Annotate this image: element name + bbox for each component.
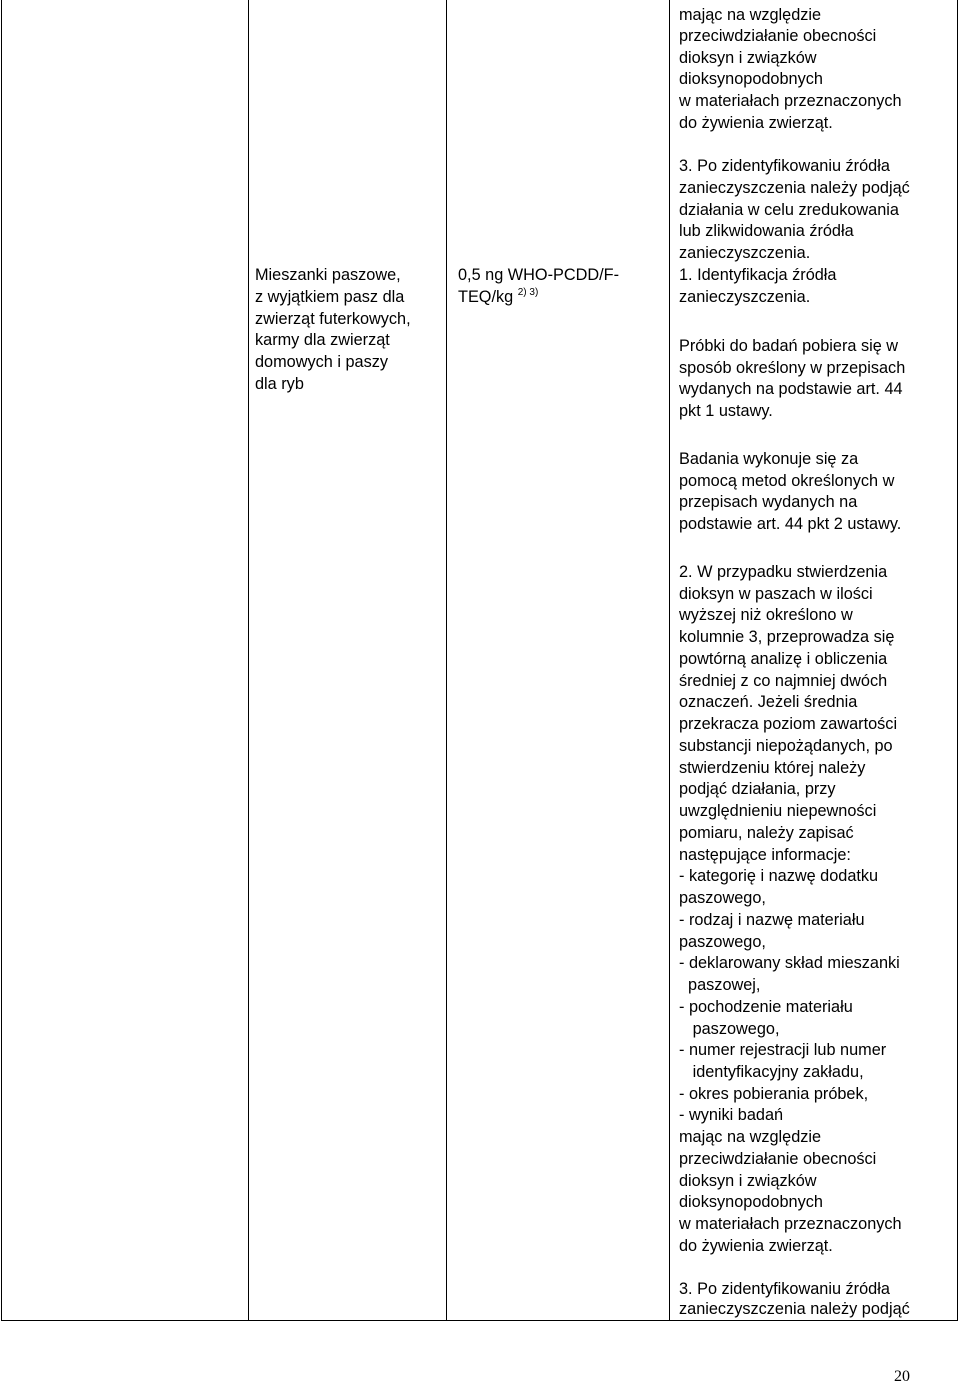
- action-line: dioksynopodobnych: [679, 70, 823, 88]
- action-line: paszowej,: [679, 976, 761, 994]
- action-line: - pochodzenie materiału: [679, 998, 853, 1016]
- action-line: zanieczyszczenia.: [679, 244, 811, 262]
- action-line: mając na względzie: [679, 1128, 822, 1146]
- action-line: pomocą metod określonych w: [679, 472, 895, 490]
- action-line: - numer rejestracji lub numer: [679, 1041, 887, 1059]
- limit-footnotes: 2) 3): [517, 287, 539, 298]
- action-line: 3. Po zidentyfikowaniu źródła: [679, 1280, 890, 1298]
- action-line: wyższej niż określono w: [679, 606, 853, 624]
- feed-type-line: dla ryb: [255, 375, 304, 393]
- page-number: 20: [894, 1368, 910, 1385]
- action-line: w materiałach przeznaczonych: [679, 1215, 902, 1233]
- action-line: mając na względzie: [679, 6, 822, 24]
- action-line: - deklarowany skład mieszanki: [679, 954, 900, 972]
- action-line: do żywienia zwierząt.: [679, 114, 833, 132]
- action-line: powtórną analizę i obliczenia: [679, 650, 888, 668]
- action-line: przeciwdziałanie obecności: [679, 1150, 877, 1168]
- action-line: paszowego,: [679, 933, 766, 951]
- action-line: paszowego,: [679, 1020, 780, 1038]
- action-line: sposób określony w przepisach: [679, 359, 906, 377]
- action-line: substancji niepożądanych, po: [679, 737, 893, 755]
- feed-type-line: z wyjątkiem pasz dla: [255, 288, 405, 306]
- action-line: w materiałach przeznaczonych: [679, 92, 902, 110]
- action-line: lub zlikwidowania źródła: [679, 222, 854, 240]
- action-line: - rodzaj i nazwę materiału: [679, 911, 865, 929]
- action-line: zanieczyszczenia należy podjąć: [679, 1300, 910, 1318]
- action-line: zanieczyszczenia.: [679, 288, 811, 306]
- action-line: 2. W przypadku stwierdzenia: [679, 563, 888, 581]
- action-line: - wyniki badań: [679, 1106, 784, 1124]
- action-line: dioksyn i związków: [679, 1172, 817, 1190]
- table-border-col1: [248, 0, 249, 1321]
- action-line: dioksyn i związków: [679, 49, 817, 67]
- action-line: pkt 1 ustawy.: [679, 402, 773, 420]
- action-line: identyfikacyjny zakładu,: [679, 1063, 864, 1081]
- action-line: zanieczyszczenia należy podjąć: [679, 179, 910, 197]
- action-line: przeciwdziałanie obecności: [679, 27, 877, 45]
- action-line: wydanych na podstawie art. 44: [679, 380, 903, 398]
- action-line: pomiaru, należy zapisać: [679, 824, 854, 842]
- action-line: podstawie art. 44 pkt 2 ustawy.: [679, 515, 902, 533]
- action-line: 3. Po zidentyfikowaniu źródła: [679, 157, 890, 175]
- action-line: do żywienia zwierząt.: [679, 1237, 833, 1255]
- action-line: Badania wykonuje się za: [679, 450, 859, 468]
- limit-value-line: 0,5 ng WHO-PCDD/F-: [458, 266, 620, 284]
- table-border-left: [1, 0, 2, 1321]
- action-line: działania w celu zredukowania: [679, 201, 899, 219]
- limit-unit: TEQ/kg: [458, 288, 514, 306]
- action-line: uwzględnieniu niepewności: [679, 802, 877, 820]
- action-line: następujące informacje:: [679, 846, 851, 864]
- action-line: podjąć działania, przy: [679, 780, 836, 798]
- feed-type-line: zwierząt futerkowych,: [255, 310, 411, 328]
- action-line: - okres pobierania próbek,: [679, 1085, 869, 1103]
- action-line: dioksyn w paszach w ilości: [679, 585, 873, 603]
- action-line: oznaczeń. Jeżeli średnia: [679, 693, 858, 711]
- feed-type-line: domowych i paszy: [255, 353, 389, 371]
- action-line: średniej z co najmniej dwóch: [679, 672, 888, 690]
- action-line: paszowego,: [679, 889, 766, 907]
- action-line: 1. Identyfikacja źródła: [679, 266, 837, 284]
- table-border-right: [957, 0, 958, 1321]
- table-border-col3: [669, 0, 670, 1321]
- feed-type-line: karmy dla zwierząt: [255, 331, 390, 349]
- action-line: stwierdzeniu której należy: [679, 759, 866, 777]
- table-border-col2: [446, 0, 447, 1321]
- action-line: dioksynopodobnych: [679, 1193, 823, 1211]
- action-line: Próbki do badań pobiera się w: [679, 337, 899, 355]
- action-line: kolumnie 3, przeprowadza się: [679, 628, 895, 646]
- limit-unit-line: [458, 287, 538, 311]
- action-line: przekracza poziom zawartości: [679, 715, 898, 733]
- feed-type-line: Mieszanki paszowe,: [255, 266, 401, 284]
- action-line: - kategorię i nazwę dodatku: [679, 867, 879, 885]
- action-line: przepisach wydanych na: [679, 493, 858, 511]
